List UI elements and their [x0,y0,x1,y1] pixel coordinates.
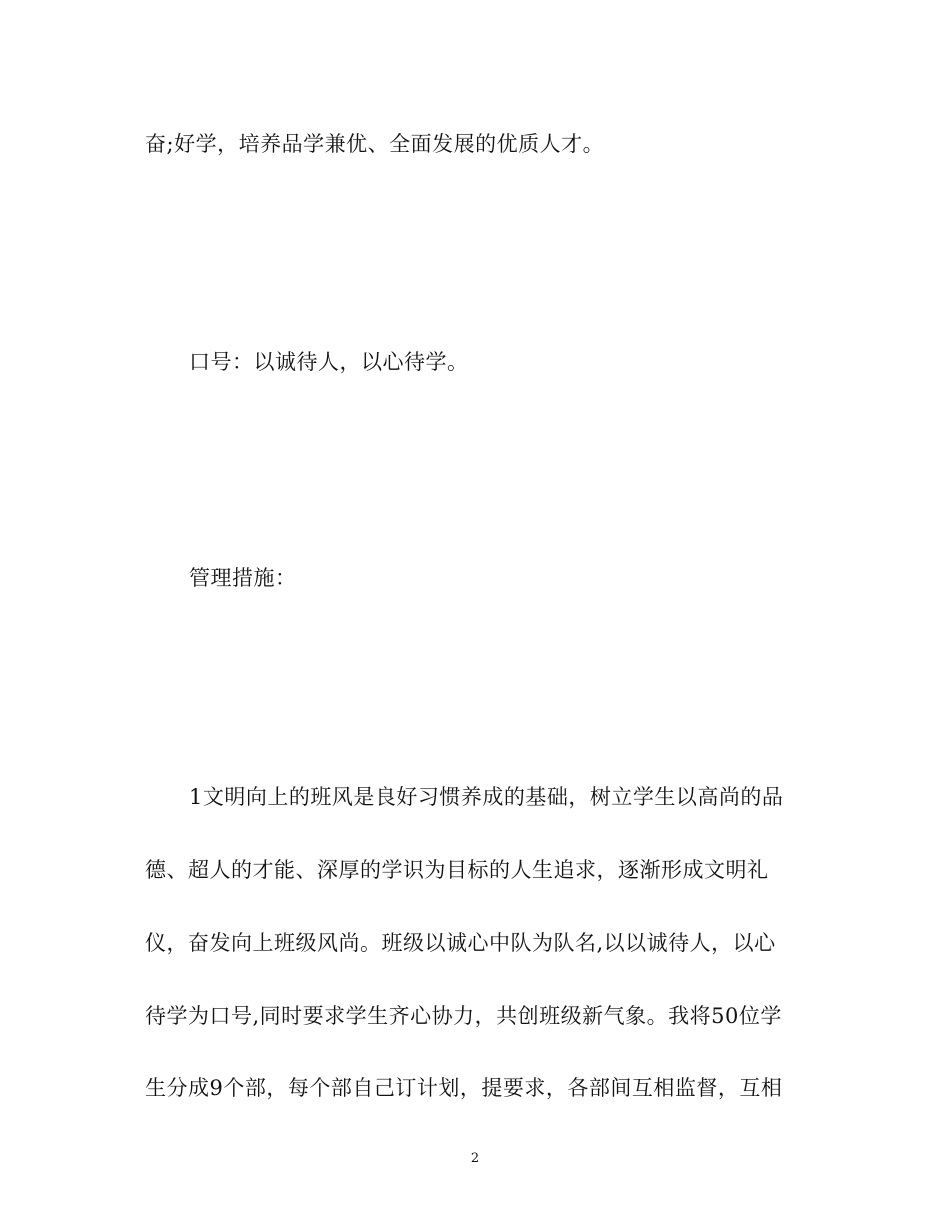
section-heading: 管理措施： [189,566,297,590]
paragraph-line-6: 生分成9个部，每个部自己订计划，提要求，各部间互相监督，互相 [145,1076,783,1100]
paragraph-line-1: 奋;好学，培养品学兼优、全面发展的优质人才。 [145,132,605,156]
paragraph-line-3: 德、超人的才能、深厚的学识为目标的人生追求，逐渐形成文明礼 [145,858,769,882]
page-number: 2 [470,1151,480,1166]
paragraph-line-2: 1文明向上的班风是良好习惯养成的基础，树立学生以高尚的品 [189,785,784,809]
paragraph-line-5: 待学为口号,同时要求学生齐心协力，共创班级新气象。我将50位学 [145,1004,782,1028]
paragraph-line-4: 仪，奋发向上班级风尚。班级以诚心中队为队名,以以诚待人，以心 [145,931,776,955]
slogan-line: 口号：以诚待人，以心待学。 [189,350,469,374]
